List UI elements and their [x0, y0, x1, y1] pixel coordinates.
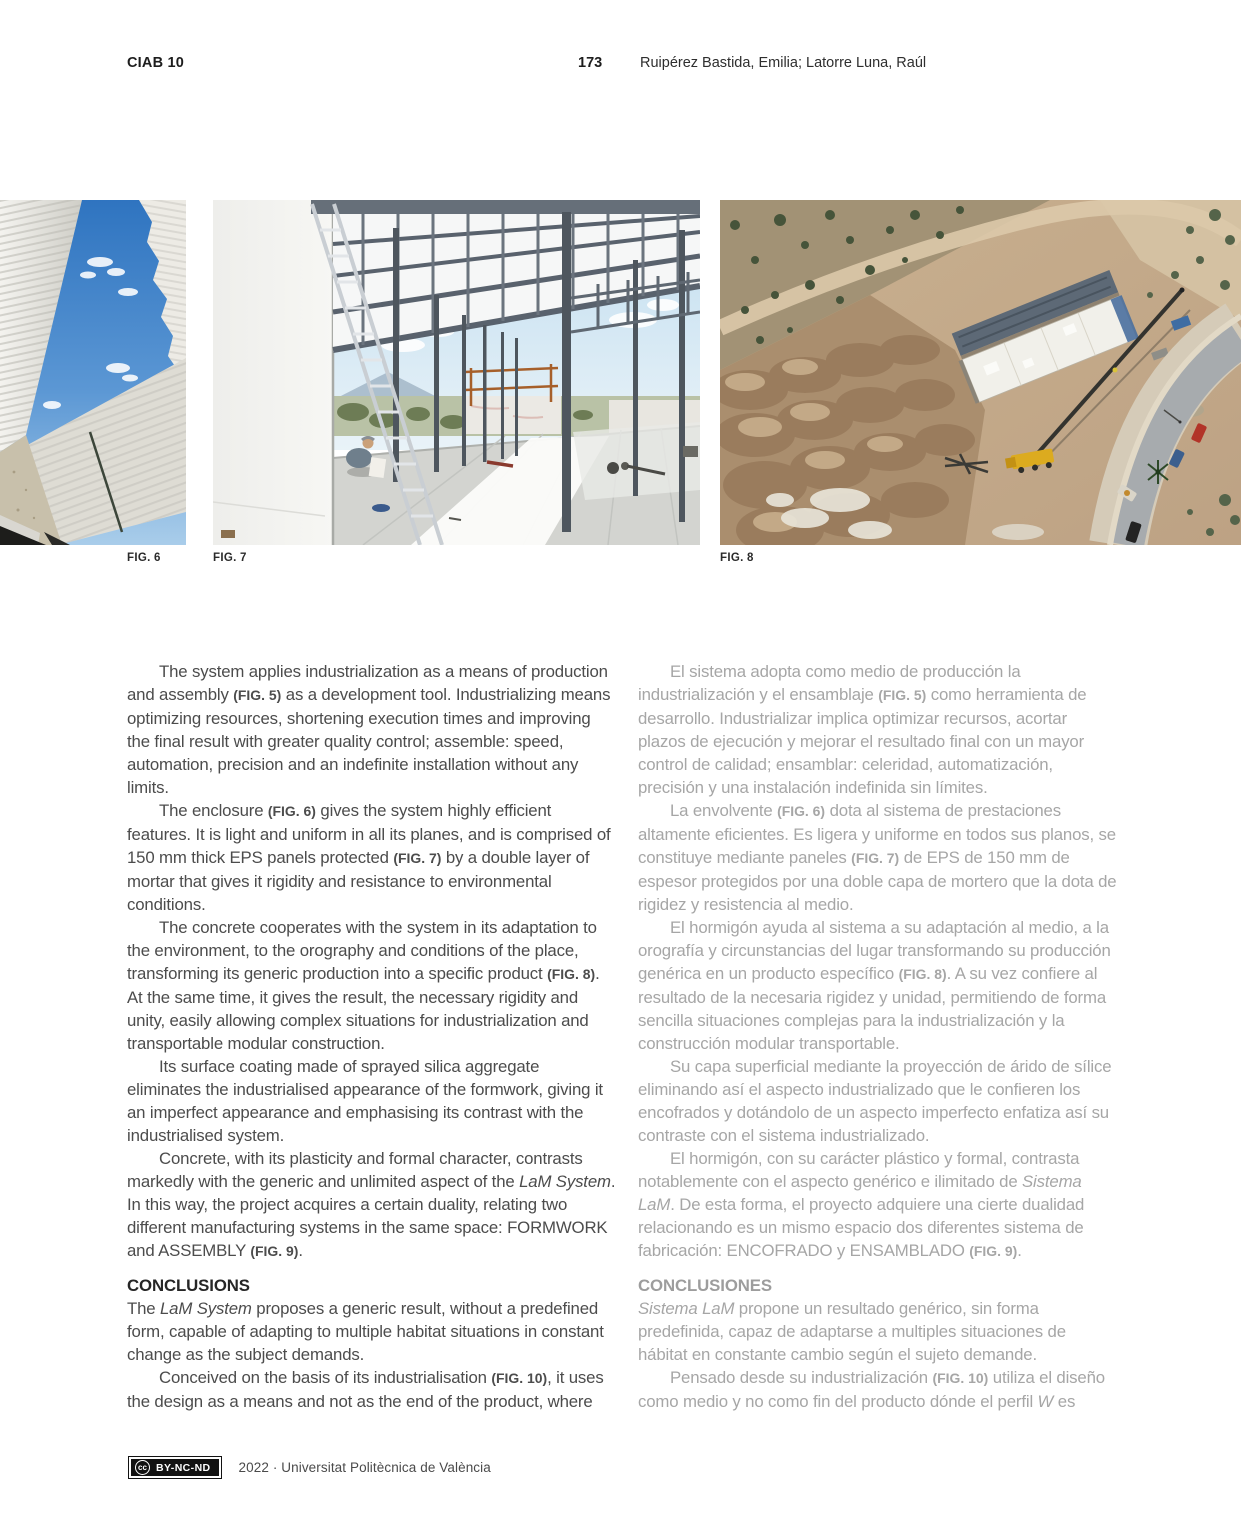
- creative-commons-icon: cc: [135, 1460, 150, 1475]
- paragraph: El hormigón ayuda al sistema a su adaptación al medio, a la orografía y circunstancias del lugar transformando su producción genérica en un producto específico (FIG. 8). A su vez confiere al resultado de la necesaria rigidez y unidad, permitiendo de forma sencilla situaciones complejas para la industrialización y la construcción modular transportable.: [638, 918, 1111, 1053]
- paragraph: The enclosure (FIG. 6) gives the system highly efficient features. It is light and uniform in all its planes, and is comprised of 150 mm thick EPS panels protected (FIG. 7) by a double layer of mortar that gives it rigidity and resistance to environmental conditions.: [127, 801, 611, 914]
- paragraph: Concrete, with its plasticity and formal character, contrasts markedly with the generic and unlimited aspect of the LaM System. In this way, the project acquires a certain duality, relating two different manufacturing systems in the same space: FORMWORK and ASSEMBLY (FIG. 9).: [127, 1149, 616, 1260]
- column-spanish: [638, 660, 1117, 1413]
- page-number: 173: [578, 55, 603, 71]
- paragraph: La envolvente (FIG. 6) dota al sistema de prestaciones altamente eficientes. Es ligera y uniforme en todos sus planos, se constituye mediante paneles (FIG. 7) de EPS de 150 mm de espesor protegidos por una doble capa de mortero que la dota de rigidez y resistencia al medio.: [638, 801, 1117, 914]
- paragraph: Su capa superficial mediante la proyección de árido de sílice eliminando así el aspecto industrializado que le confieren los encofrados y dotándolo de un aspecto imperfecto enfatiza así su contraste con el sistema industrializado.: [638, 1057, 1112, 1145]
- footer: [128, 1456, 491, 1479]
- publisher-credit: 2022 · Universitat Politècnica de València: [238, 1460, 491, 1475]
- conference-label: CIAB 10: [127, 55, 184, 71]
- spanish-conclusions-text: [638, 1297, 1117, 1413]
- license-label: BY-NC-ND: [156, 1461, 211, 1474]
- figure-6-photo: [0, 200, 186, 545]
- figure-8-caption: FIG. 8: [720, 552, 754, 564]
- spanish-conclusions-section: [638, 1274, 1117, 1413]
- paragraph: Pensado desde su industrialización (FIG. 10) utiliza el diseño como medio y no como fin del producto dónde el perfil W es: [638, 1368, 1105, 1411]
- figure-6-caption: FIG. 6: [127, 552, 161, 564]
- figure-8-photo: [720, 200, 1241, 545]
- cc-license-badge: [128, 1456, 222, 1479]
- conclusions-heading-en: CONCLUSIONS: [127, 1276, 250, 1295]
- paragraph: El sistema adopta como medio de producción la industrialización y el ensamblaje (FIG. 5) como herramienta de desarrollo. Industrializar implica optimizar recursos, acortar plazos de ejecución y mejorar el resultado final con un mayor control de calidad; ensamblar: celeridad, automatización, precisión y una instalación indefinida sin límites.: [638, 662, 1087, 797]
- english-conclusions-section: [127, 1274, 616, 1413]
- paragraph: Conceived on the basis of its industrialisation (FIG. 10), it uses the design as a means and not as the end of the product, where: [127, 1368, 604, 1411]
- paragraph: Sistema LaM propone un resultado genérico, sin forma predefinida, capaz de adaptarse a multiples situaciones de hábitat en constante cambio según el sujeto demande.: [638, 1299, 1066, 1364]
- authors: Ruipérez Bastida, Emilia; Latorre Luna, Raúl: [640, 55, 927, 71]
- spanish-body-text: [638, 660, 1117, 1263]
- figure-7-caption: FIG. 7: [213, 552, 247, 564]
- paragraph: The concrete cooperates with the system in its adaptation to the environment, to the orography and conditions of the place, transforming its generic production into a specific product (FIG. 8). At the same time, it gives the result, the necessary rigidity and unity, easily allowing complex situations for industrialization and transportable modular construction.: [127, 918, 600, 1053]
- paragraph: The LaM System proposes a generic result, without a predefined form, capable of adapting to multiple habitat situations in constant change as the subject demands.: [127, 1299, 604, 1364]
- paragraph: Its surface coating made of sprayed silica aggregate eliminates the industrialised appearance of the formwork, giving it an imperfect appearance and emphasising its contrast with the industrialised system.: [127, 1057, 603, 1145]
- english-body-text: [127, 660, 616, 1263]
- paragraph: The system applies industrialization as a means of production and assembly (FIG. 5) as a development tool. Industrializing means optimizing resources, shortening execution times and improving the final result with greater quality control; assemble: speed, automation, precision and an indefinite installation without any limits.: [127, 662, 611, 797]
- conclusions-heading-es: CONCLUSIONES: [638, 1276, 772, 1295]
- figure-7-photo: [213, 200, 700, 545]
- english-conclusions-text: [127, 1297, 616, 1413]
- paragraph: El hormigón, con su carácter plástico y formal, contrasta notablemente con el aspecto genérico e ilimitado de Sistema LaM. De esta forma, el proyecto adquiere una cierte dualidad relacionando es un mismo espacio dos diferentes sistema de fabricación: ENCOFRADO y ENSAMBLADO (FIG. 9).: [638, 1149, 1085, 1260]
- column-english: [127, 660, 616, 1413]
